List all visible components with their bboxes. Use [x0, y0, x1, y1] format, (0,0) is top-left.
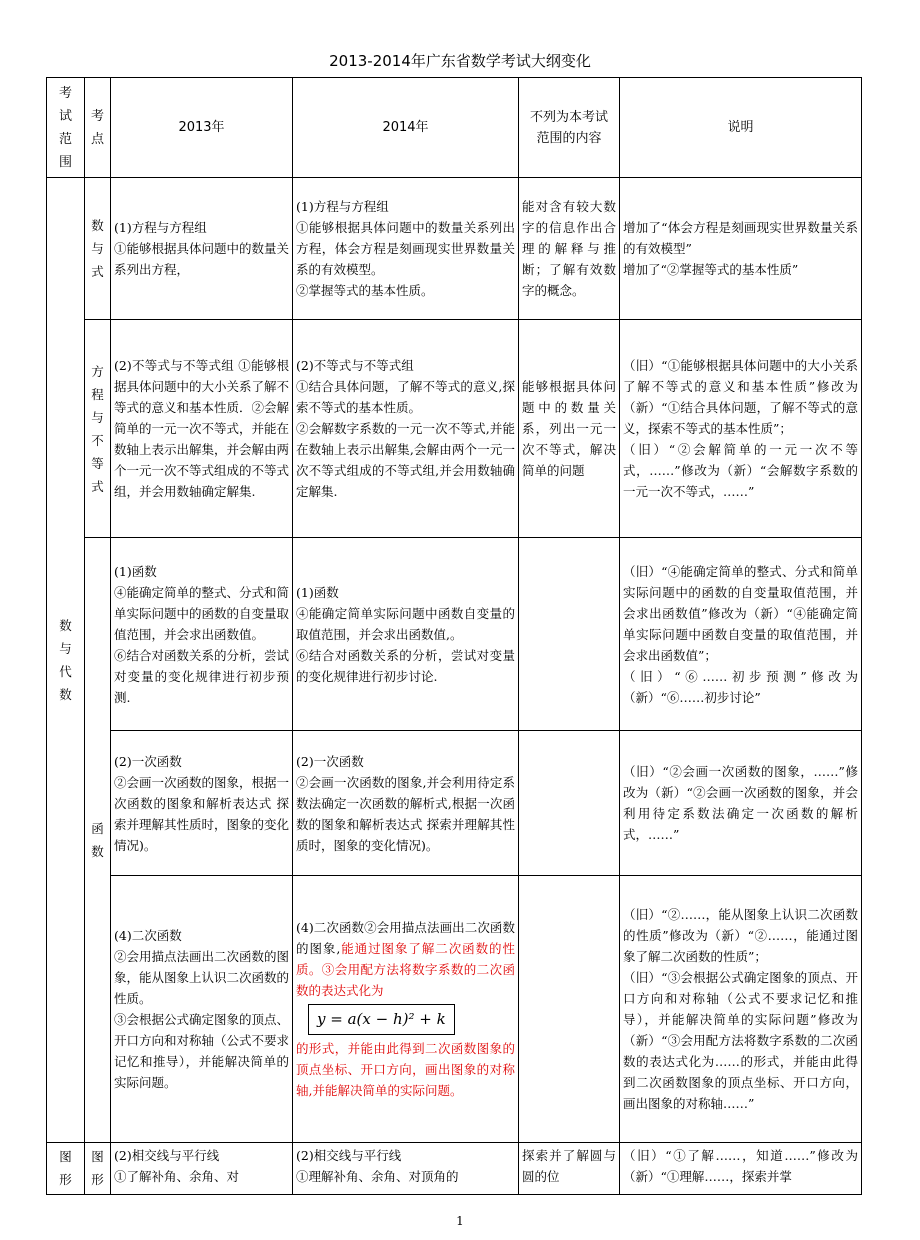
table-row — [47, 320, 862, 538]
cell-note: 增加了“体会方程是刻画现实世界数量关系的有效模型” 增加了“②掌握等式的基本性质” — [620, 178, 862, 320]
cell-excluded — [519, 876, 620, 1143]
header-excluded: 不列为本考试 范围的内容 — [519, 78, 620, 178]
cell-2014: (1)函数 ④能确定简单实际问题中函数自变量的取值范围，并会求出函数值,。 ⑥结合对函数关系的分析，尝试对变量的变化规律进行初步讨论. — [293, 538, 519, 731]
header-note: 说明 — [620, 78, 862, 178]
cell-2013: (1)方程与方程组 ①能够根据具体问题中的数量关系列出方程， — [111, 178, 293, 320]
cell-excluded: 能对含有较大数字的信息作出合理的解释与推断；了解有效数字的概念。 — [519, 178, 620, 320]
point-cell: 函数 — [85, 538, 111, 1143]
cell-2013: (4)二次函数 ②会用描点法画出二次函数的图象，能从图象上认识二次函数的性质。 ③会根据公式确定图象的顶点、开口方向和对称轴（公式不要求记忆和推导），并能解决简单的实际问题。 — [111, 876, 293, 1143]
cell-note: （旧）“①了解……，知道……”修改为（新）“①理解……，探索并掌 — [620, 1143, 862, 1195]
cell-note: （旧）“②……，能从图象上认识二次函数的性质”修改为（新）“②……，能通过图象了解二次函数的性质”； （旧）“③会根据公式确定图象的顶点、开口方向和对称轴（公式不要求记忆和推导），并能解决简单的实际问题”修改为（新）“③会用配方法将数字系数的二次函数的表达式化为……的形式，并能由此得到二次函数图象的顶点坐标、开口方向，画出图象的对称轴……” — [620, 876, 862, 1143]
point-cell: 数与式 — [85, 178, 111, 320]
point-cell: 图形 — [85, 1143, 111, 1195]
table-row — [47, 1143, 862, 1195]
cell-note: （旧）“①能够根据具体问题中的大小关系了解不等式的意义和基本性质”修改为（新）“①结合具体问题，了解不等式的意义，探索不等式的基本性质”； （旧）“②会解简单的一元一次不等式，……”修改为（新）“会解数字系数的一元一次不等式，……” — [620, 320, 862, 538]
cell-2013: (2)一次函数 ②会画一次函数的图象，根据一次函数的图象和解析表达式 探索并理解其性质时，图象的变化情况)。 — [111, 731, 293, 876]
cell-2013: (2)相交线与平行线 ①了解补角、余角、对 — [111, 1143, 293, 1195]
page-number: 1 — [456, 1214, 464, 1228]
header-point: 考点 — [85, 78, 111, 178]
table-row — [47, 876, 862, 1143]
cell-2014-red-text-2: 的形式，并能由此得到二次函数图象的顶点坐标、开口方向，画出图象的对称轴,并能解决简单的实际问题。 — [296, 1041, 515, 1098]
cell-excluded: 能够根据具体问题中的数量关系，列出一元一次不等式，解决简单的问题 — [519, 320, 620, 538]
cell-2013: (2)不等式与不等式组 ①能够根据具体问题中的大小关系了解不等式的意义和基本性质．②会解简单的一元一次不等式，并能在数轴上表示出解集，并会解由两个一元一次不等式组成的不等式组，并会用数轴确定解集. — [111, 320, 293, 538]
cell-2014-red-text: 能通过图象了解二次函数的性质。③会用配方法将数字系数的二次函数的表达式化为 — [296, 941, 515, 998]
table-row — [47, 731, 862, 876]
header-2013: 2013年 — [111, 78, 293, 178]
cell-2013: (1)函数 ④能确定简单的整式、分式和简单实际问题中的函数的自变量取值范围，并会求出函数值。 ⑥结合对函数关系的分析，尝试对变量的变化规律进行初步预测. — [111, 538, 293, 731]
scope-geometry-cell: 图形 — [47, 1143, 85, 1195]
header-2014: 2014年 — [293, 78, 519, 178]
cell-excluded: 探索并了解圆与圆的位 — [519, 1143, 620, 1195]
cell-note: （旧）“②会画一次函数的图象，……”修改为（新）“②会画一次函数的图象，并会利用待定系数法确定一次函数的解析式，……” — [620, 731, 862, 876]
table-row — [47, 178, 862, 320]
document-title: 2013-2014年广东省数学考试大纲变化 — [329, 52, 591, 70]
syllabus-table — [46, 77, 862, 1195]
cell-2014: (2)相交线与平行线 ①理解补角、余角、对顶角的 — [293, 1143, 519, 1195]
header-scope: 考试范围 — [47, 78, 85, 178]
vertex-form-formula: y = a(x − h)² + k — [308, 1004, 455, 1035]
scope-algebra-cell: 数与代数 — [47, 178, 85, 1143]
cell-excluded — [519, 538, 620, 731]
cell-2014 — [293, 876, 519, 1143]
cell-2014: (1)方程与方程组 ①能够根据具体问题中的数量关系列出方程，体会方程是刻画现实世界数量关系的有效模型。 ②掌握等式的基本性质。 — [293, 178, 519, 320]
cell-excluded — [519, 731, 620, 876]
cell-2014: (2)不等式与不等式组 ①结合具体问题，了解不等式的意义,探索不等式的基本性质。 ②会解数字系数的一元一次不等式,并能在数轴上表示出解集,会解由两个一元一次不等式组成的不等式组,并会用数轴确定解集. — [293, 320, 519, 538]
table-row — [47, 538, 862, 731]
point-cell: 方程与不等式 — [85, 320, 111, 538]
cell-2014: (2)一次函数 ②会画一次函数的图象,并会利用待定系数法确定一次函数的解析式,根据一次函数的图象和解析表达式 探索并理解其性质时，图象的变化情况)。 — [293, 731, 519, 876]
cell-2014-text: (4)二次函数②会用描点法画出二次函数的图象, — [296, 920, 515, 956]
cell-note: （旧）“④能确定简单的整式、分式和简单实际问题中的函数的自变量取值范围，并会求出函数值”修改为（新）“④能确定简单实际问题中函数自变量的取值范围，并会求出函数值”； （旧）“⑥……初步预测”修改为（新）“⑥……初步讨论” — [620, 538, 862, 731]
header-row — [47, 78, 862, 178]
